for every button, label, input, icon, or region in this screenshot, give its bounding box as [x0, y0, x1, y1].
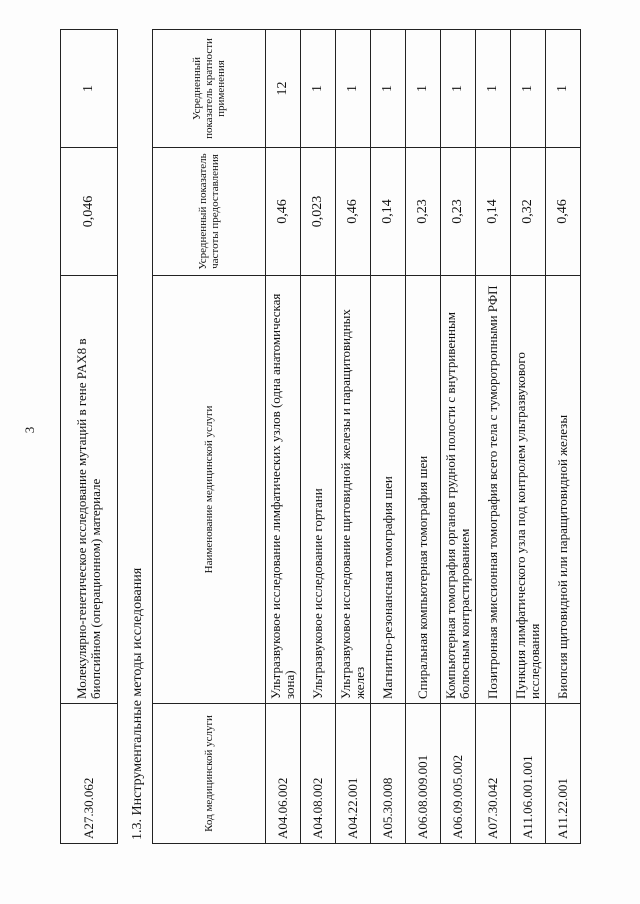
table-row	[336, 30, 371, 844]
service-name: Пункция лимфатического узла под контролем ультразвукового исследования	[511, 276, 546, 704]
service-name: Компьютерная томография органов грудной полости с внутривенным болюсным контрастированием	[441, 276, 476, 704]
service-name: Биопсия щитовидной или паращитовидной железы	[546, 276, 581, 704]
section-heading: 1.3. Инструментальные методы исследования	[130, 567, 145, 840]
service-code: A04.08.002	[301, 704, 336, 844]
multiplicity-value: 1	[301, 30, 336, 148]
top-table	[60, 29, 118, 844]
table-row	[266, 30, 301, 844]
multiplicity-value: 1	[336, 30, 371, 148]
multiplicity-value: 1	[371, 30, 406, 148]
multiplicity-value: 1	[61, 30, 118, 148]
service-code: A11.22.001	[546, 704, 581, 844]
service-code: A06.09.005.002	[441, 704, 476, 844]
service-name: Молекулярно-генетическое исследование мутаций в гене PAX8 в биопсийном (операционном) материале	[61, 276, 118, 704]
multiplicity-value: 1	[546, 30, 581, 148]
service-name: Ультразвуковое исследование гортани	[301, 276, 336, 704]
table-row	[546, 30, 581, 844]
table-row	[371, 30, 406, 844]
multiplicity-value: 12	[266, 30, 301, 148]
page-number: 3	[22, 426, 37, 434]
service-name: Магнитно-резонансная томография шеи	[371, 276, 406, 704]
service-code: A04.22.001	[336, 704, 371, 844]
service-code: A27.30.062	[61, 704, 118, 844]
table-row	[511, 30, 546, 844]
header-row	[153, 30, 266, 844]
service-code: A05.30.008	[371, 704, 406, 844]
frequency-value: 0,46	[266, 148, 301, 276]
frequency-value: 0,46	[546, 148, 581, 276]
table-row	[476, 30, 511, 844]
header-code: Код медицинской услуги	[153, 704, 266, 844]
service-name: Спиральная компьютерная томография шеи	[406, 276, 441, 704]
frequency-value: 0,14	[476, 148, 511, 276]
header-frequency: Усредненный показатель частоты предоставления	[153, 148, 266, 276]
header-multiplicity: Усредненный показатель кратности применения	[153, 30, 266, 148]
multiplicity-value: 1	[406, 30, 441, 148]
frequency-value: 0,046	[61, 148, 118, 276]
frequency-value: 0,14	[371, 148, 406, 276]
service-name: Ультразвуковое исследование щитовидной железы и паращитовидных желез	[336, 276, 371, 704]
service-name: Позитронная эмиссионная томография всего тела с туморотропными РФП	[476, 276, 511, 704]
instrumental-methods-table	[152, 29, 581, 844]
frequency-value: 0,23	[406, 148, 441, 276]
frequency-value: 0,023	[301, 148, 336, 276]
frequency-value: 0,32	[511, 148, 546, 276]
table-row	[406, 30, 441, 844]
frequency-value: 0,46	[336, 148, 371, 276]
rotated-content	[60, 20, 608, 844]
multiplicity-value: 1	[441, 30, 476, 148]
service-code: A06.08.009.001	[406, 704, 441, 844]
multiplicity-value: 1	[511, 30, 546, 148]
table-row	[441, 30, 476, 844]
multiplicity-value: 1	[476, 30, 511, 148]
service-code: A11.06.001.001	[511, 704, 546, 844]
service-name: Ультразвуковое исследование лимфатических узлов (одна анатомическая зона)	[266, 276, 301, 704]
header-name: Наименование медицинской услуги	[153, 276, 266, 704]
frequency-value: 0,23	[441, 148, 476, 276]
service-code: A07.30.042	[476, 704, 511, 844]
table-row	[61, 30, 118, 844]
service-code: A04.06.002	[266, 704, 301, 844]
table-row	[301, 30, 336, 844]
